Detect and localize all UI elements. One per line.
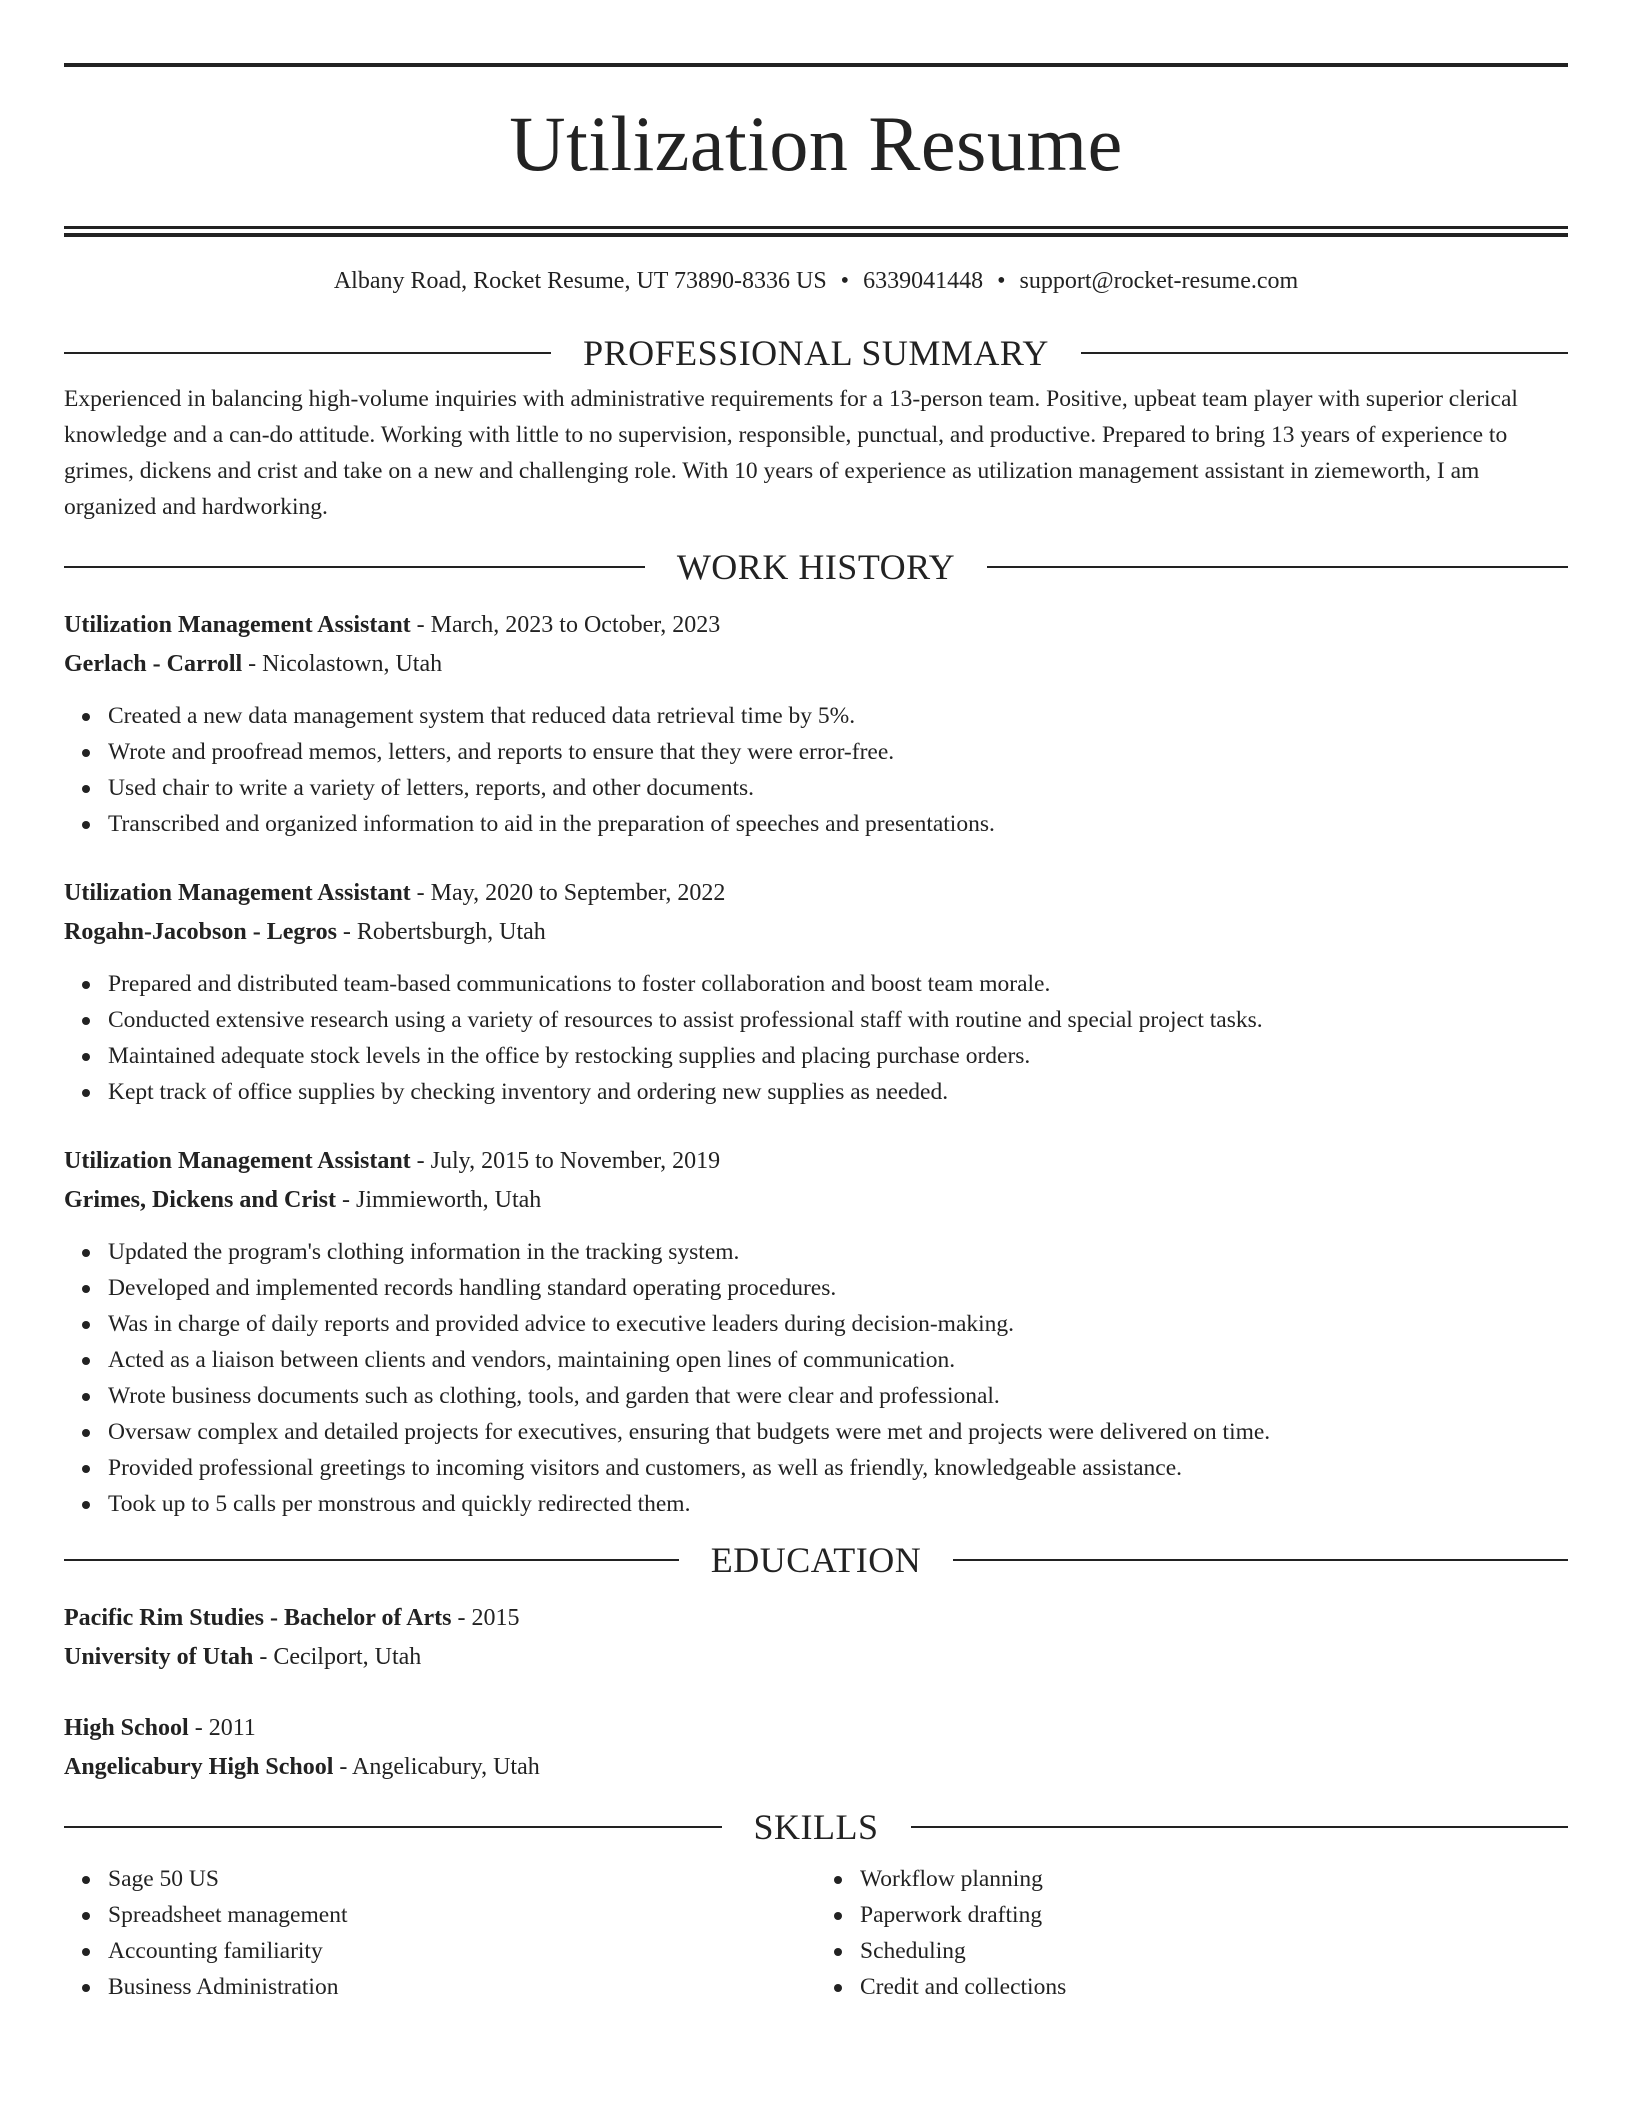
job-bullet: Took up to 5 calls per monstrous and quickly redirected them. [64,1486,1568,1522]
job-company: Gerlach - Carroll [64,651,243,677]
job-bullet: Transcribed and organized information to aid in the preparation of speeches and presentations. [64,806,1568,842]
job-bullet: Wrote and proofread memos, letters, and reports to ensure that they were error-free. [64,734,1568,770]
job-bullet: Updated the program's clothing information in the tracking system. [64,1234,1568,1270]
summary-title: PROFESSIONAL SUMMARY [583,333,1049,373]
contact-separator: • [997,268,1006,294]
job-title: Utilization Management Assistant [64,880,411,906]
education-location: - Cecilport, Utah [253,1644,422,1670]
job-dates: - July, 2015 to November, 2019 [410,1148,721,1174]
heading-rule [987,566,1568,568]
heading-rule [64,1826,722,1828]
skill-item: Paperwork drafting [816,1897,1568,1933]
education-entry [64,1709,1568,1787]
job-company-line [64,1181,1568,1220]
job-bullets [64,966,1568,1110]
skill-item: Scheduling [816,1933,1568,1969]
heading-rule [1081,352,1568,354]
job-bullet: Provided professional greetings to incoming visitors and customers, as well as friendly, knowledgeable assistance. [64,1450,1568,1486]
education-degree: High School [64,1715,189,1741]
education-heading [64,1538,1568,1582]
education-year: - 2015 [451,1605,520,1631]
job-location: - Robertsburgh, Utah [336,919,546,945]
job-entry [64,606,1568,842]
skills-title: SKILLS [753,1807,879,1847]
job-bullet: Conducted extensive research using a variety of resources to assist professional staff with routine and special project tasks. [64,1002,1568,1038]
job-bullet: Created a new data management system that reduced data retrieval time by 5%. [64,698,1568,734]
contact-email[interactable]: support@rocket-resume.com [1019,268,1299,294]
skills-heading [64,1805,1568,1849]
job-location: - Jimmieworth, Utah [336,1187,542,1213]
skill-item: Business Administration [64,1969,816,2005]
summary-heading [64,331,1568,375]
job-title: Utilization Management Assistant [64,1148,411,1174]
job-dates: - May, 2020 to September, 2022 [410,880,726,906]
education-school-line [64,1638,1568,1677]
education-degree-line [64,1709,1568,1748]
heading-rule [64,352,551,354]
heading-rule [64,566,645,568]
job-entry [64,874,1568,1110]
education-school: University of Utah [64,1644,254,1670]
top-rule [64,63,1568,67]
resume-name: Utilization Resume [509,100,1123,187]
job-title: Utilization Management Assistant [64,612,411,638]
skill-item: Accounting familiarity [64,1933,816,1969]
education-degree-line [64,1599,1568,1638]
job-bullet: Wrote business documents such as clothing, tools, and garden that were clear and professional. [64,1378,1568,1414]
job-company-line [64,913,1568,952]
job-bullet: Developed and implemented records handling standard operating procedures. [64,1270,1568,1306]
education-school-line [64,1748,1568,1787]
job-company: Grimes, Dickens and Crist [64,1187,336,1213]
job-company-line [64,645,1568,684]
contact-phone: 6339041448 [863,268,984,294]
education-entry [64,1599,1568,1677]
job-bullet: Prepared and distributed team-based communications to foster collaboration and boost team morale. [64,966,1568,1002]
job-bullet: Kept track of office supplies by checking inventory and ordering new supplies as needed. [64,1074,1568,1110]
skills-columns [64,1861,1568,2005]
job-bullets [64,1234,1568,1522]
header-double-rule [64,226,1568,237]
job-bullet: Oversaw complex and detailed projects for executives, ensuring that budgets were met and projects were delivered on time. [64,1414,1568,1450]
work-title: WORK HISTORY [676,547,956,587]
job-entry [64,1142,1568,1522]
job-bullet: Acted as a liaison between clients and vendors, maintaining open lines of communication. [64,1342,1568,1378]
job-location: - Nicolastown, Utah [242,651,443,677]
summary-text: Experienced in balancing high-volume inquiries with administrative requirements for a 13-person team. Positive, upbeat team player with superior clerical knowledge and a can-do attitude. Working with little to no supervision, responsible, punctual, and productive. Prepared to bring 13 years of experience to grimes, dickens and crist and take on a new and challenging role. With 10 years of experience as utilization management assistant in ziemeworth, I am organized and hardworking. [64,386,1518,520]
heading-rule [911,1826,1569,1828]
heading-rule [64,1559,679,1561]
contact-separator: • [840,268,850,294]
job-title-line [64,874,1568,913]
job-bullet: Was in charge of daily reports and provided advice to executive leaders during decision-making. [64,1306,1568,1342]
job-bullets [64,698,1568,842]
education-title: EDUCATION [710,1540,922,1580]
job-dates: - March, 2023 to October, 2023 [410,612,721,638]
skills-list-left [64,1861,816,2005]
heading-rule [953,1559,1568,1561]
skills-list-right [816,1861,1568,2005]
education-year: - 2011 [188,1715,256,1741]
skill-item: Sage 50 US [64,1861,816,1897]
contact-address: Albany Road, Rocket Resume, UT 73890-8336 US [333,268,827,294]
contact-line [64,266,1568,296]
education-school: Angelicabury High School [64,1754,334,1780]
job-title-line [64,1142,1568,1181]
job-bullet: Maintained adequate stock levels in the office by restocking supplies and placing purchase orders. [64,1038,1568,1074]
skill-item: Credit and collections [816,1969,1568,2005]
job-company: Rogahn-Jacobson - Legros [64,919,337,945]
skill-item: Spreadsheet management [64,1897,816,1933]
job-bullet: Used chair to write a variety of letters, reports, and other documents. [64,770,1568,806]
resume-page [64,0,1568,2005]
education-degree: Pacific Rim Studies - Bachelor of Arts [64,1605,452,1631]
work-heading [64,545,1568,589]
skill-item: Workflow planning [816,1861,1568,1897]
job-title-line [64,606,1568,645]
education-location: - Angelicabury, Utah [333,1754,540,1780]
